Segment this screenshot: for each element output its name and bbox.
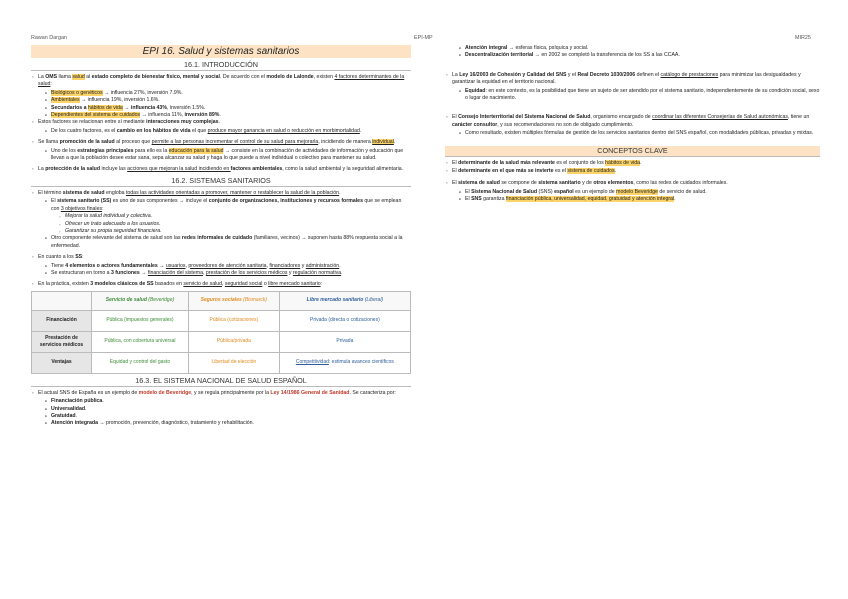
- list-item: ● Descentralización territorial → en 2002 se completó la transferencia de los SS a las CCAA.: [445, 52, 820, 59]
- key-concept: * El sistema de salud se compone de sistema sanitario y de otros elementos, como las redes de cuidados informales.: [445, 180, 820, 187]
- table-row: [32, 310, 411, 331]
- key-concept: * El determinante de la salud más relevante es el conjunto de los hábitos de vida.: [445, 160, 820, 167]
- row-header: Prestación de servicios médicos: [32, 331, 92, 352]
- table-row: [32, 352, 411, 373]
- list-item: ● Gratuidad.: [31, 413, 411, 420]
- table-cell: Equidad y control del gasto: [92, 352, 189, 373]
- table-cell: Privada: [279, 331, 410, 352]
- list-item: ● Otro componente relevante del sistema de salud son las redes informales de cuidado (familiares, vecinos) → suponen hasta 88% respuesta social a la enfermedad.: [31, 235, 411, 250]
- header-course: EPI-MP: [414, 35, 433, 41]
- table-row: [32, 331, 411, 352]
- list-item: ● Atención integral → esferas física, psíquica y social.: [445, 45, 820, 52]
- table-cell: Pública (impuestos generales): [92, 310, 189, 331]
- list-item: ● De los cuatro factores, es el cambio en los hábitos de vida el que produce mayor ganancia en salud o reducción en morbimortalidad.: [31, 128, 411, 135]
- table-corner: [32, 291, 92, 310]
- list-item: ◦ Ofrecer un trato adecuado a los usuarios.: [31, 221, 411, 228]
- list-item: ● Como resultado, existen múltiples fórmulas de gestión de los servicios sanitarios dentro del SNS español, con modalidades públicas, privadas y mixtas.: [445, 130, 820, 137]
- paragraph-oms: * La OMS llama salud al estado completo de bienestar físico, mental y social. De acuerdo con el modelo de Lalonde, existen 4 factores determinantes de la salud:: [31, 74, 411, 89]
- paragraph-promocion: * Se llama promoción de la salud al proceso que permite a las personas incrementar el control de su salud para mejorarla, incidiendo de manera individual.: [31, 139, 411, 146]
- paragraph-sns: * El actual SNS de España es un ejemplo de modelo de Beveridge, y se regula principalmente por la Ley 14/1986 General de Sanidad. Se caracteriza por:: [31, 390, 411, 397]
- list-item: ● Secundarios a hábitos de vida → influencia 43%, inversión 1.5%.: [31, 105, 411, 112]
- key-concept: * El determinante en el que más se invierte es el sistema de cuidados.: [445, 168, 820, 175]
- section-title-sns: 16.3. EL SISTEMA NACIONAL DE SALUD ESPAÑOL: [31, 376, 411, 387]
- col-header-beveridge: Servicio de salud (Beveridge): [92, 291, 189, 310]
- paragraph-proteccion: * La protección de la salud incluye las acciones que mejoran la salud incidiendo en factores ambientales, como la salud ambiental y la seguridad alimentaria.: [31, 166, 411, 173]
- list-item: ● Dependientes del sistema de cuidados → influencia 11%, inversión 89%.: [31, 112, 411, 119]
- paragraph-consejo: * El Consejo Interterritorial del Sistema Nacional de Salud, organismo encargado de coordinar las diferentes Consejerías de Salud autonómicas, tiene un carácter consultor, y sus recomendaciones no son de obligado cumplimiento.: [445, 114, 820, 129]
- list-item: ● Financiación pública.: [31, 398, 411, 405]
- list-item: ● Tiene 4 elementos o actores fundamentales → usuarios, proveedores de atención sanitaria, financiadores y administración.: [31, 263, 411, 270]
- list-item: ● Equidad: en este contexto, es la posibilidad que tiene un sujeto de ser atendido por el sistema sanitario, independientemente de su condición social, sexo o lugar de nacimiento.: [445, 88, 820, 103]
- header-code: MIR25: [795, 35, 811, 41]
- list-item: ● Biológicos o genéticos → influencia 27%, inversión 7.9%.: [31, 90, 411, 97]
- section-title-sistemas: 16.2. SISTEMAS SANITARIOS: [31, 176, 411, 187]
- header-author: Rawan Dargan: [31, 35, 67, 41]
- paragraph-sistema-salud: * El término sistema de salud engloba todas las actividades orientadas a promover, mantener o restablecer la salud de la población.: [31, 190, 411, 197]
- row-header: Financiación: [32, 310, 92, 331]
- list-item: ● El sistema sanitario (SS) es uno de sus componentes → incluye el conjunto de organizaciones, instituciones y recursos formales que se emplean con 3 objetivos finales:: [31, 198, 411, 213]
- models-table: [31, 291, 411, 374]
- list-item: ● Uno de los estrategias principales para ello es la educación para la salud → consiste en la combinación de actividades de información y educación que llevan a que la población desee estar sana, sepa alcanzar su salud y haga lo que puede a nivel individual o colectivo para mantener su salud.: [31, 148, 411, 163]
- list-item: ● Atención integrada → promoción, prevención, diagnóstico, tratamiento y rehabilitación.: [31, 420, 411, 427]
- list-item: ● Universalidad.: [31, 406, 411, 413]
- paragraph-ley-cohesion: * La Ley 16/2003 de Cohesión y Calidad del SNS y el Real Decreto 1030/2006 definen el catálogo de prestaciones para minimizar las desigualdades y garantizar la equidad en el territorio nacional.: [445, 72, 820, 87]
- col-header-bismarck: Seguros sociales (Bismarck): [188, 291, 279, 310]
- table-cell: Competitividad: estimula avances científicos: [279, 352, 410, 373]
- left-column: [31, 45, 411, 428]
- paragraph-interacciones: * Estos factores se relacionan entre sí mediante interacciones muy complejas.: [31, 119, 411, 126]
- list-item: ● Se estructuran en torno a 3 funciones → financiación del sistema, prestación de los servicios médicos y regulación normativa.: [31, 270, 411, 277]
- document-title: EPI 16. Salud y sistemas sanitarios: [31, 45, 411, 58]
- table-cell: Pública/privada: [188, 331, 279, 352]
- list-item: ● El SNS garantiza financiación pública, universalidad, equidad, gratuidad y atención integral.: [445, 196, 820, 203]
- list-item: ◦ Garantizar su propia seguridad financiera.: [31, 228, 411, 235]
- paragraph-ss: * En cuanto a los SS:: [31, 254, 411, 261]
- right-column: [445, 45, 820, 204]
- row-header: Ventajas: [32, 352, 92, 373]
- list-item: ● Ambientales → influencia 19%, inversión 1.6%.: [31, 97, 411, 104]
- table-cell: Privada (directa o cotizaciones): [279, 310, 410, 331]
- section-title-introduccion: 16.1. INTRODUCCIÓN: [31, 60, 411, 71]
- list-item: ◦ Mejorar la salud individual y colectiva.: [31, 213, 411, 220]
- table-cell: Pública, con cobertura universal: [92, 331, 189, 352]
- list-item: ● El Sistema Nacional de Salud (SNS) español es un ejemplo de modelo Beveridge de servicio de salud.: [445, 189, 820, 196]
- col-header-liberal: Libre mercado sanitario (Liberal): [279, 291, 410, 310]
- table-cell: Libertad de elección: [188, 352, 279, 373]
- key-concepts-title: CONCEPTOS CLAVE: [445, 146, 820, 157]
- table-cell: Pública (cotizaciones): [188, 310, 279, 331]
- paragraph-modelos: * En la práctica, existen 3 modelos clásicos de SS basados en servicio de salud, seguridad social o libre mercado sanitario:: [31, 281, 411, 288]
